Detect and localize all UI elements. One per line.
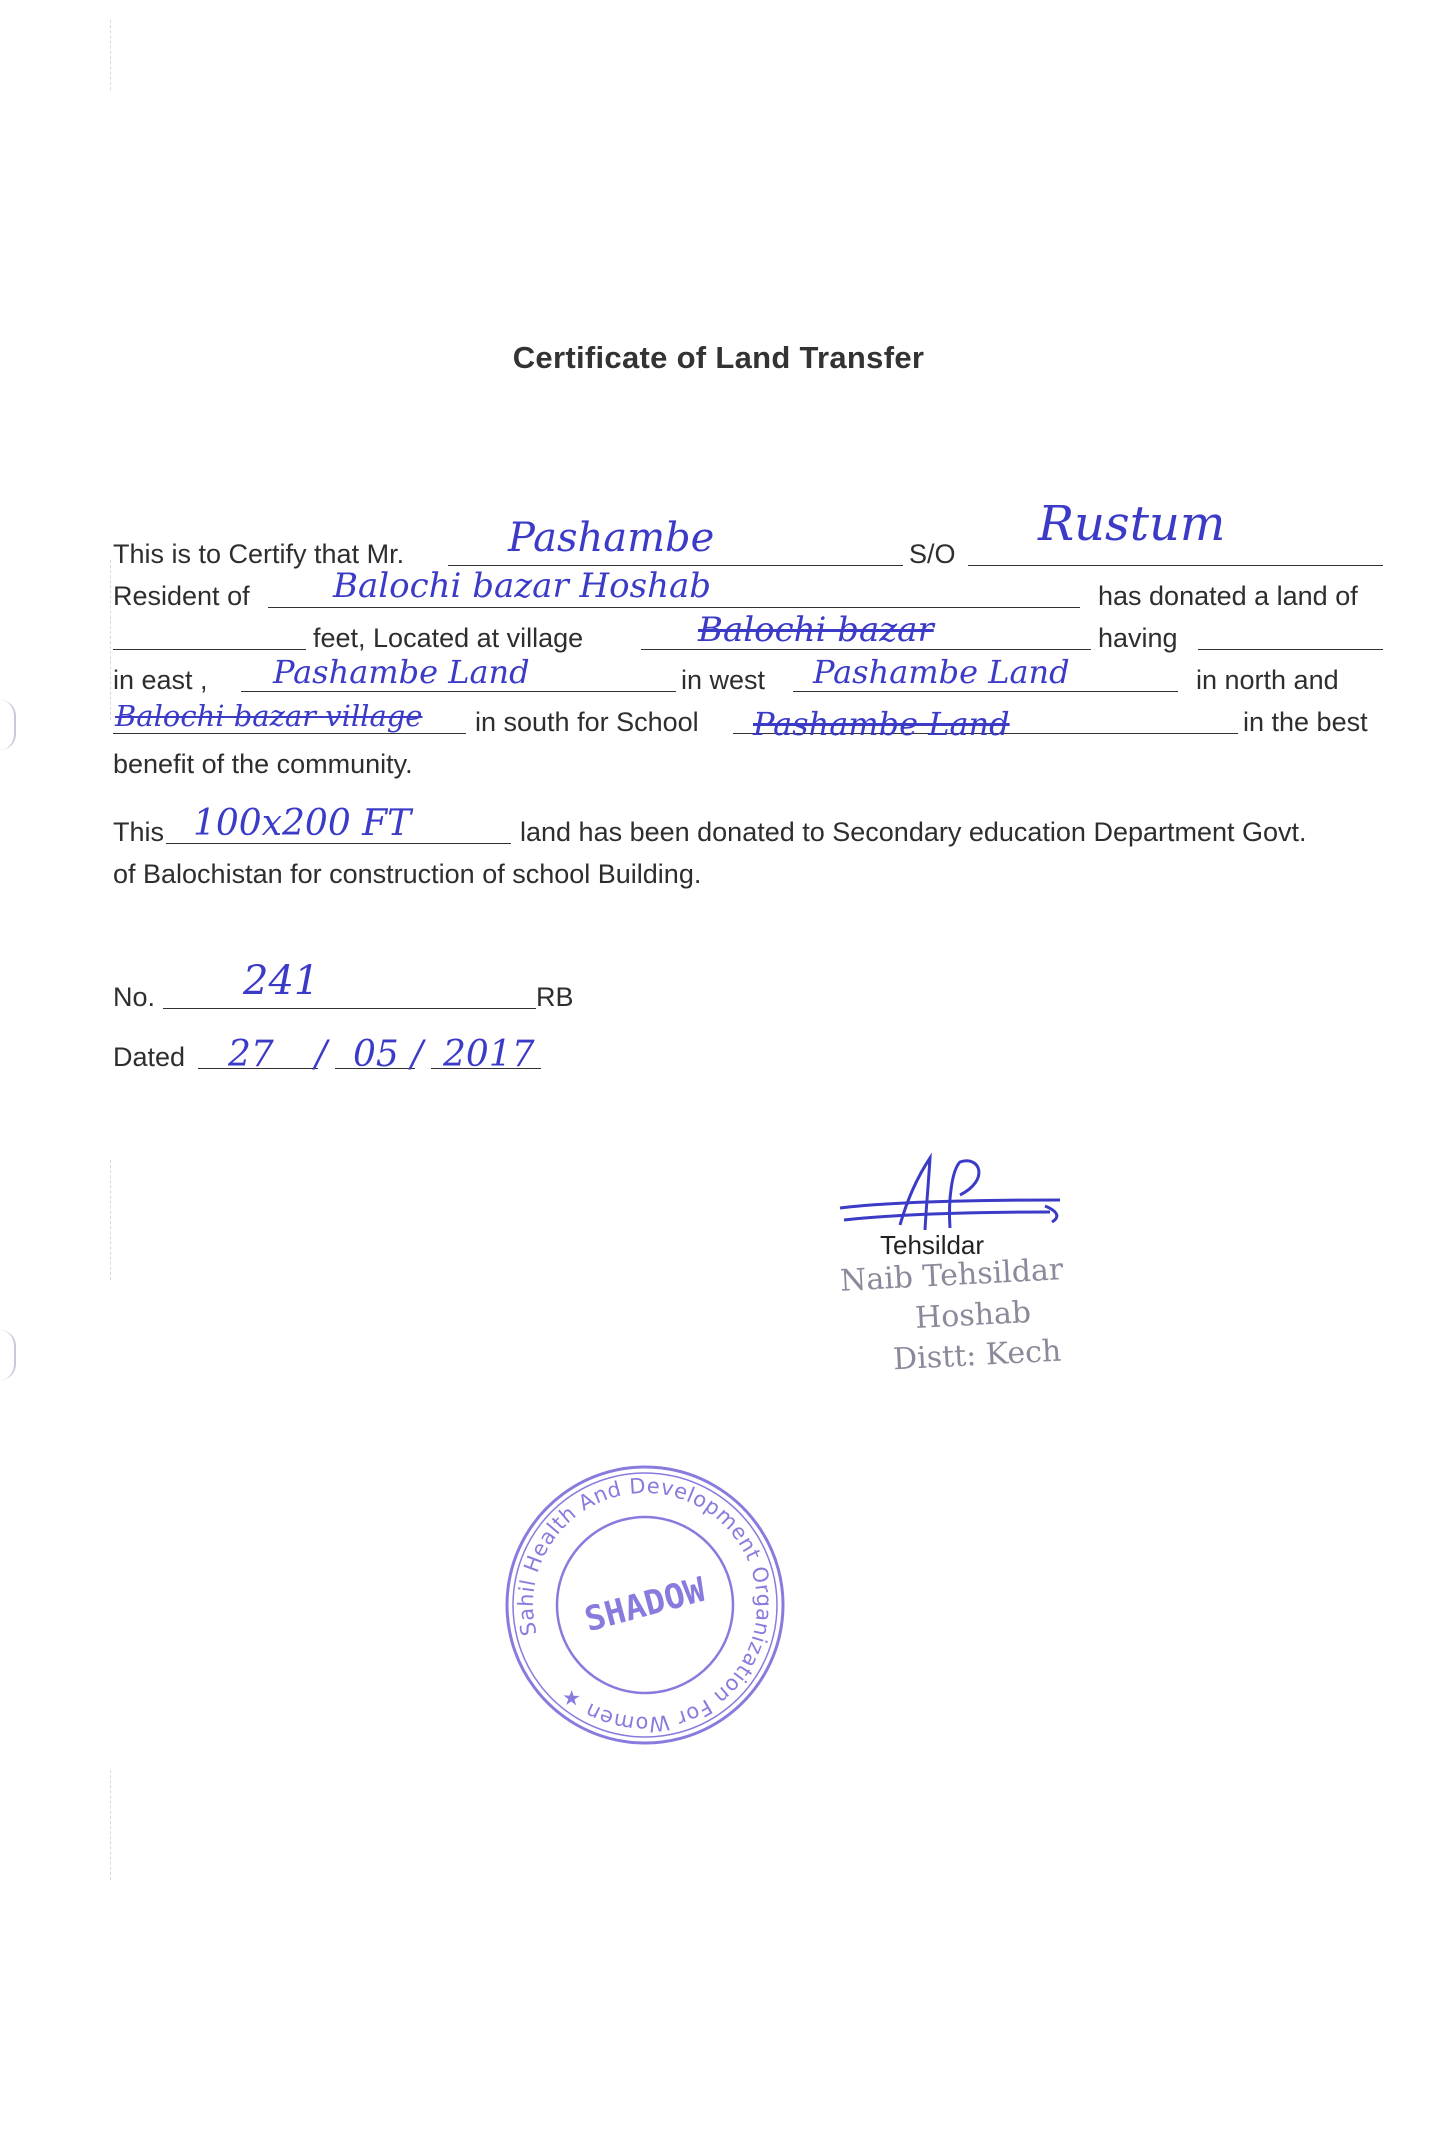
signatory-title: Tehsildar — [880, 1230, 985, 1260]
line-dated — [113, 1035, 1383, 1077]
line-boundaries — [113, 653, 1383, 700]
handwritten-father: Rustum — [1038, 496, 1226, 552]
handwritten-name: Pashambe — [508, 515, 715, 561]
handwritten-date-month: 05 — [353, 1034, 399, 1075]
label-so: S/O — [909, 539, 956, 569]
number-blank — [163, 972, 536, 1009]
handwritten-village: Balochi bazar — [698, 610, 934, 650]
label-this: This — [113, 817, 165, 847]
having-blank — [1198, 613, 1383, 650]
scan-edge-mark — [0, 700, 16, 750]
binder-mark — [110, 1160, 111, 1280]
label-feet-located: feet, Located at village — [313, 623, 584, 653]
stamp-line-3: Distt: Kech — [892, 1333, 1063, 1378]
stamp-line-1: Naib Tehsildar — [839, 1252, 1065, 1299]
line-certify — [113, 496, 1383, 574]
organization-seal — [500, 1460, 790, 1750]
label-resident: Resident of — [113, 581, 250, 611]
date-slash: / — [411, 1034, 424, 1075]
label-in-west: in west — [681, 665, 766, 695]
handwritten-resident: Balochi bazar Hoshab — [333, 566, 712, 606]
date-slash: / — [315, 1034, 328, 1075]
handwritten-date-year: 2017 — [443, 1034, 535, 1075]
seal-center-text: SHADOW — [580, 1569, 710, 1641]
label-in-north-and: in north and — [1196, 665, 1339, 695]
document-title: Certificate of Land Transfer — [512, 340, 925, 375]
binder-mark — [110, 20, 111, 90]
feet-blank — [113, 613, 306, 650]
scan-edge-mark — [0, 1330, 16, 1380]
handwritten-number: 241 — [243, 958, 320, 1004]
line-north-south — [113, 700, 1383, 742]
label-rb: RB — [536, 982, 574, 1012]
line-benefit — [113, 742, 1383, 784]
label-in-east: in east , — [113, 665, 208, 695]
handwritten-west: Pashambe Land — [813, 653, 1070, 691]
label-in-the-best: in the best — [1243, 707, 1368, 737]
label-certify: This is to Certify that Mr. — [113, 539, 405, 569]
handwritten-east: Pashambe Land — [273, 653, 530, 691]
label-no: No. — [113, 982, 156, 1012]
label-donated-text: land has been donated to Secondary education Department Govt. — [520, 817, 1307, 847]
handwritten-size: 100x200 FT — [193, 803, 412, 844]
label-benefit: benefit of the community. — [113, 749, 413, 779]
binder-mark — [110, 1770, 111, 1880]
label-donated-land: has donated a land of — [1098, 581, 1358, 611]
handwritten-north: Balochi bazar village — [115, 699, 423, 733]
stamp-line-2: Hoshab — [914, 1294, 1032, 1337]
label-balochistan: of Balochistan for construction of school Building. — [113, 859, 702, 889]
binder-mark — [110, 560, 111, 720]
label-in-south-school: in south for School — [475, 707, 699, 737]
line-this-size — [113, 803, 1383, 852]
line-number — [113, 958, 1383, 1017]
label-dated: Dated — [113, 1042, 186, 1072]
handwritten-date-day: 27 — [228, 1034, 274, 1075]
line-balochistan — [113, 852, 1383, 894]
handwritten-south: Pashambe Land — [753, 705, 1010, 743]
seal-outer-text: Sahil Health And Development Organization For Women ★ — [513, 1473, 777, 1737]
label-having: having — [1098, 623, 1178, 653]
